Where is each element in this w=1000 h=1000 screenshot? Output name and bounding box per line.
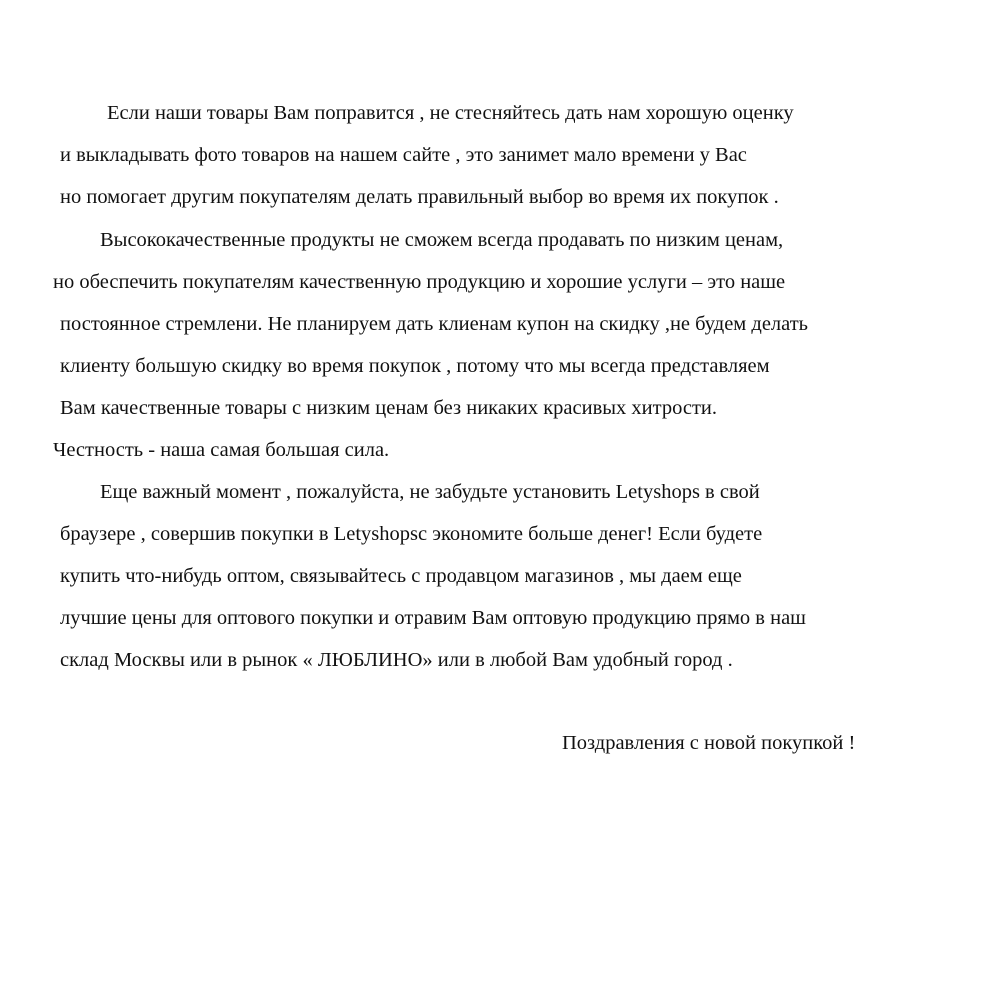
paragraph-1-line-1: Если наши товары Вам поправится , не стесняйтесь дать нам хорошую оценку [107,102,794,124]
paragraph-3-line-3: купить что-нибудь оптом, связывайтесь с продавцом магазинов , мы даем еще [60,565,742,587]
paragraph-2-line-3: постоянное стремлени. Не планируем дать клиенам купон на скидку ,не будем делать [60,313,809,335]
paragraph-3-line-2: браузере , совершив покупки в Letyshopsс экономите больше денег! Если будете [60,523,763,545]
paragraph-3-line-4: лучшие цены для оптового покупки и отравим Вам оптовую продукцию прямо в наш [60,607,806,629]
paragraph-1-line-3: но помогает другим покупателям делать правильный выбор во время их покупок . [60,186,779,208]
paragraph-2-line-2: но обеспечить покупателям качественную продукцию и хорошие услуги – это наше [53,271,786,293]
paragraph-3-line-1: Еще важный момент , пожалуйста, не забудьте установить Letyshops в свой [100,481,760,503]
paragraph-2-line-5: Вам качественные товары с низким ценам без никаких красивых хитрости. [60,397,718,419]
paragraph-2-line-6: Честность - наша самая большая сила. [53,439,390,461]
paragraph-1-line-2: и выкладывать фото товаров на нашем сайте , это занимет мало времени у Вас [60,144,747,166]
closing-greeting: Поздравления с новой покупкой ! [562,732,856,754]
paragraph-2-line-1: Высококачественные продукты не сможем всегда продавать по низким ценам, [100,229,784,251]
paragraph-2-line-4: клиенту большую скидку во время покупок , потому что мы всегда представляем [60,355,770,377]
paragraph-3-line-5: склад Москвы или в рынок « ЛЮБЛИНО» или в любой Вам удобный город . [60,649,733,671]
